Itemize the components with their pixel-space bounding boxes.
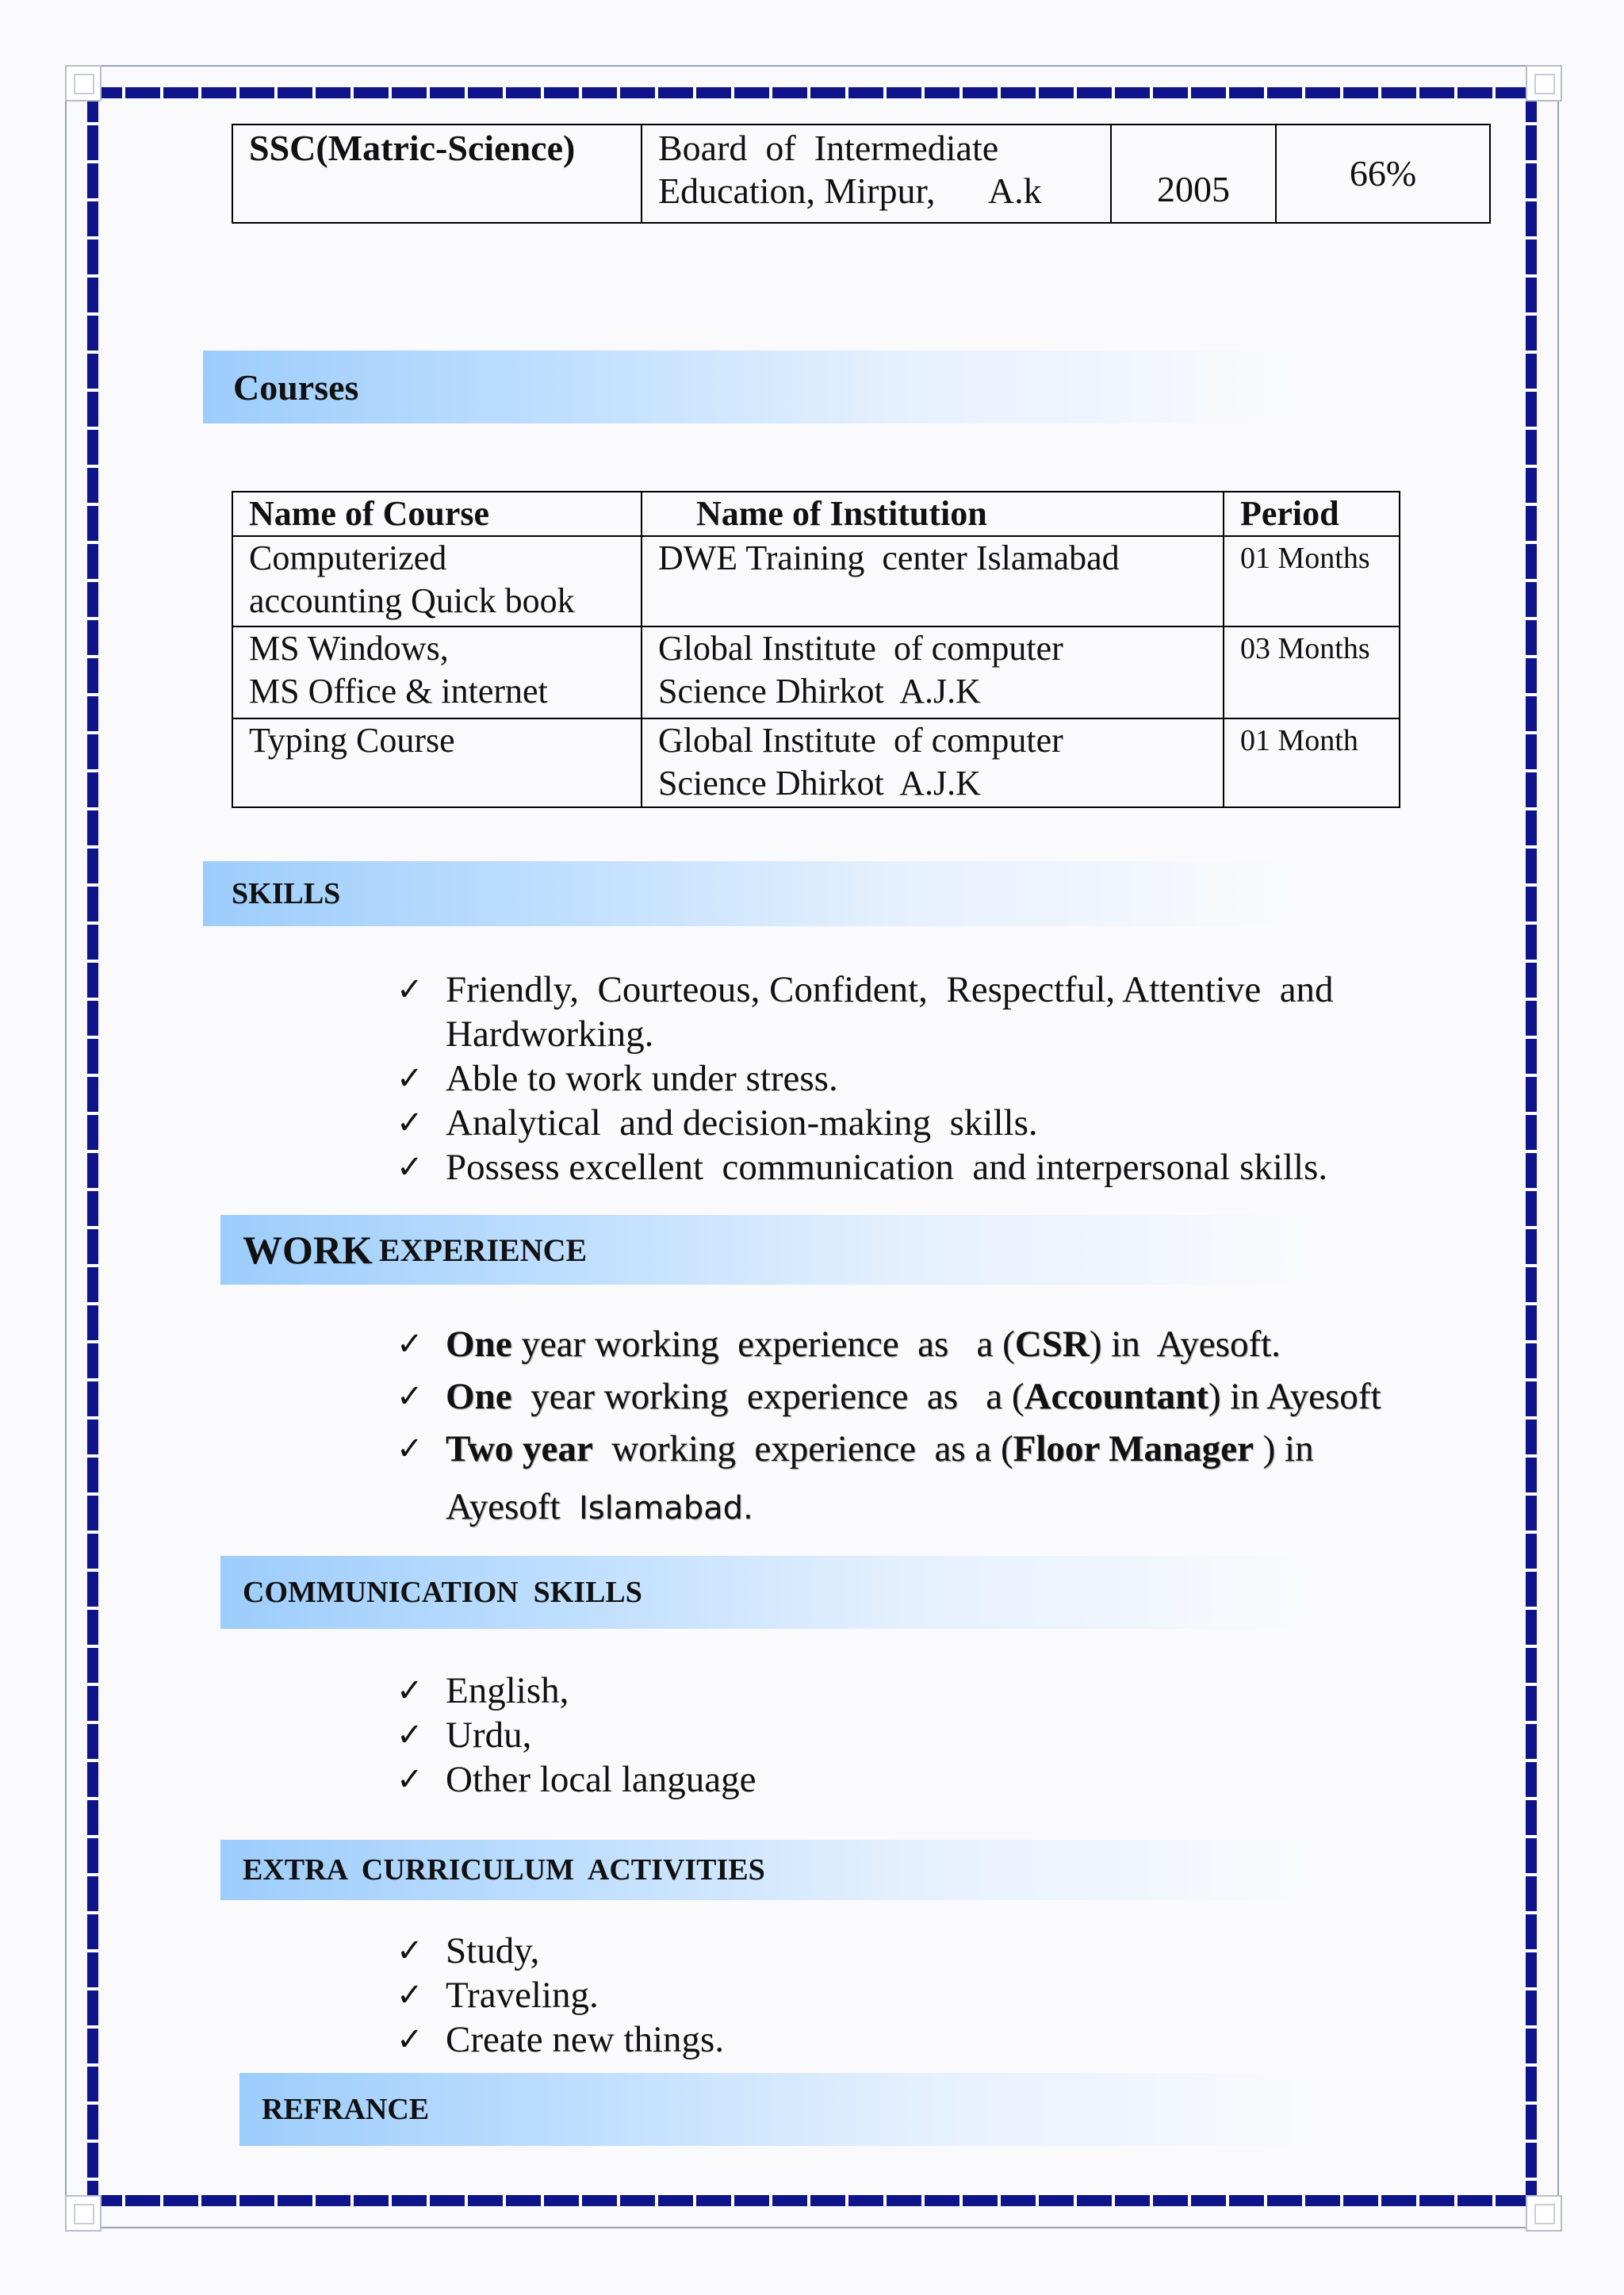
communication-list <box>396 1669 756 1802</box>
work-experience-list <box>396 1318 1381 1540</box>
list-item: ✓ One year working experience as a (CSR) in Ayesoft. <box>396 1318 1381 1370</box>
education-table <box>232 124 1491 224</box>
section-header-communication-skills: COMMUNICATION SKILLS <box>220 1556 1315 1629</box>
board-line: Education, Mirpur, A.k <box>658 170 1042 211</box>
list-item: ✓ Other local language <box>396 1759 756 1800</box>
list-item: ✓ Analytical and decision-making skills. <box>396 1102 1038 1144</box>
period-cell: 03 Months <box>1224 626 1400 718</box>
corner-ornament-top-left <box>65 65 102 102</box>
check-icon: ✓ <box>396 1761 423 1798</box>
institution-cell: Global Institute of computer Science Dhirkot A.J.K <box>642 718 1224 807</box>
list-item: ✓ Study, <box>396 1930 540 1971</box>
list-item: ✓ Two year working experience as a (Floor Manager ) in <box>396 1423 1381 1475</box>
list-item: ✓ Possess excellent communication and interpersonal skills. <box>396 1147 1328 1188</box>
period-cell: 01 Month <box>1224 718 1400 807</box>
table-row <box>232 125 1490 223</box>
corner-ornament-bottom-left <box>65 2195 102 2232</box>
check-icon: ✓ <box>396 1378 423 1415</box>
course-name-cell: MS Windows, MS Office & internet <box>232 626 642 718</box>
check-icon: ✓ <box>396 971 423 1008</box>
board-cell <box>642 125 1111 223</box>
corner-ornament-bottom-right <box>1526 2195 1562 2232</box>
list-item: ✓ English, <box>396 1670 569 1711</box>
skills-list <box>396 967 1334 1190</box>
institution-cell: Global Institute of computer Science Dhirkot A.J.K <box>642 626 1224 718</box>
check-icon: ✓ <box>396 1431 423 1467</box>
list-item: ✓ Create new things. <box>396 2019 725 2060</box>
check-icon: ✓ <box>396 1977 423 2013</box>
check-icon: ✓ <box>396 1933 423 1969</box>
corner-ornament-top-right <box>1526 65 1562 102</box>
course-name-cell: Computerized accounting Quick book <box>232 536 642 626</box>
column-header-course: Name of Course <box>232 492 642 536</box>
list-item-continuation: Hardworking. <box>446 1013 654 1055</box>
courses-table <box>232 491 1400 808</box>
board-line: Board of Intermediate <box>658 128 999 168</box>
check-icon: ✓ <box>396 1149 423 1186</box>
institution-cell: DWE Training center Islamabad <box>642 536 1224 626</box>
list-item: ✓ Traveling. <box>396 1975 599 2016</box>
check-icon: ✓ <box>396 1717 423 1753</box>
table-row <box>232 536 1400 626</box>
list-item: ✓ Urdu, <box>396 1715 532 1756</box>
table-row <box>232 718 1400 807</box>
section-header-courses: Courses <box>203 351 1297 423</box>
qualification-cell: SSC(Matric-Science) <box>232 125 642 223</box>
section-header-reference: REFRANCE <box>239 2073 1318 2146</box>
period-cell: 01 Months <box>1224 536 1400 626</box>
check-icon: ✓ <box>396 1672 423 1709</box>
check-icon: ✓ <box>396 1105 423 1141</box>
list-item: ✓ One year working experience as a (Accountant) in Ayesoft <box>396 1370 1381 1423</box>
check-icon: ✓ <box>396 2021 423 2058</box>
section-header-extra-curriculum: EXTRA CURRICULUM ACTIVITIES <box>220 1840 1315 1900</box>
list-item: ✓ Friendly, Courteous, Confident, Respectful, Attentive and <box>396 969 1334 1010</box>
course-name-cell: Typing Course <box>232 718 642 807</box>
table-row <box>232 626 1400 718</box>
check-icon: ✓ <box>396 1326 423 1362</box>
marks-cell: 66% <box>1276 125 1490 223</box>
year-cell: 2005 <box>1111 125 1276 223</box>
table-header-row <box>232 492 1400 536</box>
section-header-skills: SKILLS <box>203 861 1297 926</box>
list-item-continuation: Ayesoft Islamabad. <box>446 1486 753 1527</box>
check-icon: ✓ <box>396 1060 423 1097</box>
column-header-institution: Name of Institution <box>642 492 1224 536</box>
column-header-period: Period <box>1224 492 1400 536</box>
extra-curriculum-list <box>396 1929 724 2062</box>
section-header-work-experience: WORK EXPERIENCE <box>220 1215 1315 1285</box>
list-item: ✓ Able to work under stress. <box>396 1058 838 1099</box>
